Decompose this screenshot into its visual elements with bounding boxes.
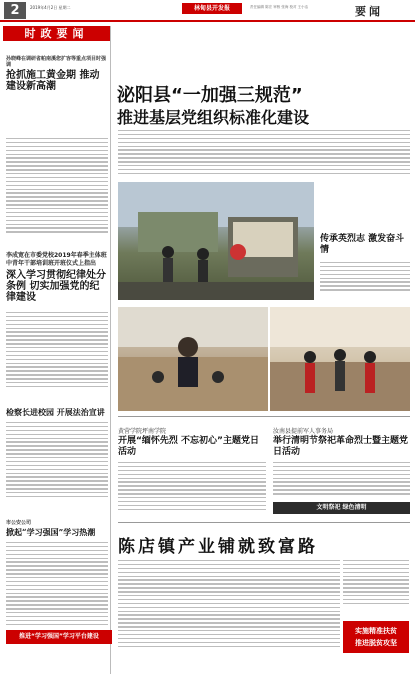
item-title: 深入学习贯彻纪律处分条例 切实加强党的纪律建设 (6, 270, 106, 303)
article-kicker: 黄营学院坪南学院 (118, 428, 167, 435)
news-photo (118, 182, 314, 300)
news-photo (270, 307, 410, 411)
body-text (6, 542, 108, 628)
body-text (343, 560, 409, 607)
item-title: 掀起“学习强国”学习热潮 (6, 527, 96, 537)
section-title: 要闻 (355, 5, 383, 18)
slogan-line2: 推进脱贫攻坚 (355, 639, 397, 647)
article-kicker: 汝南县提前军人事务局 (273, 428, 334, 435)
body-text (273, 462, 410, 497)
body-text (118, 130, 410, 177)
red-slogan-box (343, 621, 409, 653)
news-photo (118, 307, 268, 411)
headline-line2: 推进基层党组织标准化建设 (117, 108, 310, 127)
body-text (118, 462, 266, 513)
body-text (6, 138, 108, 235)
sidebar-item (6, 252, 108, 305)
article-title: 开展“缅怀先烈 不忘初心”主题党日活动 (118, 436, 259, 457)
photo-caption (320, 262, 410, 293)
photo-story-title: 传承英烈志 激发奋斗情 (320, 234, 405, 255)
editor-line: 责任编辑 陈宏 审核 张海 校对 王小洁 (250, 5, 309, 9)
item-title: 抢抓施工黄金期 推动建设新高潮 (6, 70, 100, 92)
date-line: 2019年4月2日 星期二 (30, 5, 71, 10)
item-title: 检察长进校园 开展法治宣讲 (6, 407, 105, 417)
article-title: 举行清明节祭祀革命烈士暨主题党日活动 (273, 436, 409, 457)
slogan-line1: 实施精准扶贫 (355, 627, 397, 635)
item-kicker: 孙晓峰在调研省帕南溪您扩容等重点项目时强调 (6, 56, 107, 68)
banner: 文明祭祀 绿色清明 (273, 502, 410, 514)
paper-logo: 林甸县开发报 (182, 3, 242, 14)
headline-line1: 泌阳县“一加强三规范” (117, 85, 303, 106)
divider (118, 416, 410, 417)
main-headline (117, 86, 411, 128)
body-text (6, 312, 108, 390)
bottom-headline: 陈店镇产业铺就致富路 (118, 537, 318, 557)
sidebar-item (6, 520, 108, 539)
bottom-red-bar: 推进“学习强国”学习平台建设 (6, 630, 112, 644)
sidebar (3, 26, 111, 674)
masthead (0, 0, 415, 22)
body-text (6, 422, 108, 500)
page-number: 2 (4, 2, 26, 19)
column-label: 市公安公司 (6, 520, 32, 526)
divider (118, 522, 410, 523)
item-kicker: 李成宽在市委党校2019年春季主体班中青年干部培训班开班仪式上指出 (6, 252, 107, 267)
body-text (118, 560, 340, 649)
sidebar-header: 时政要闻 (3, 26, 110, 41)
sidebar-item (6, 56, 108, 94)
sidebar-item (6, 406, 108, 419)
